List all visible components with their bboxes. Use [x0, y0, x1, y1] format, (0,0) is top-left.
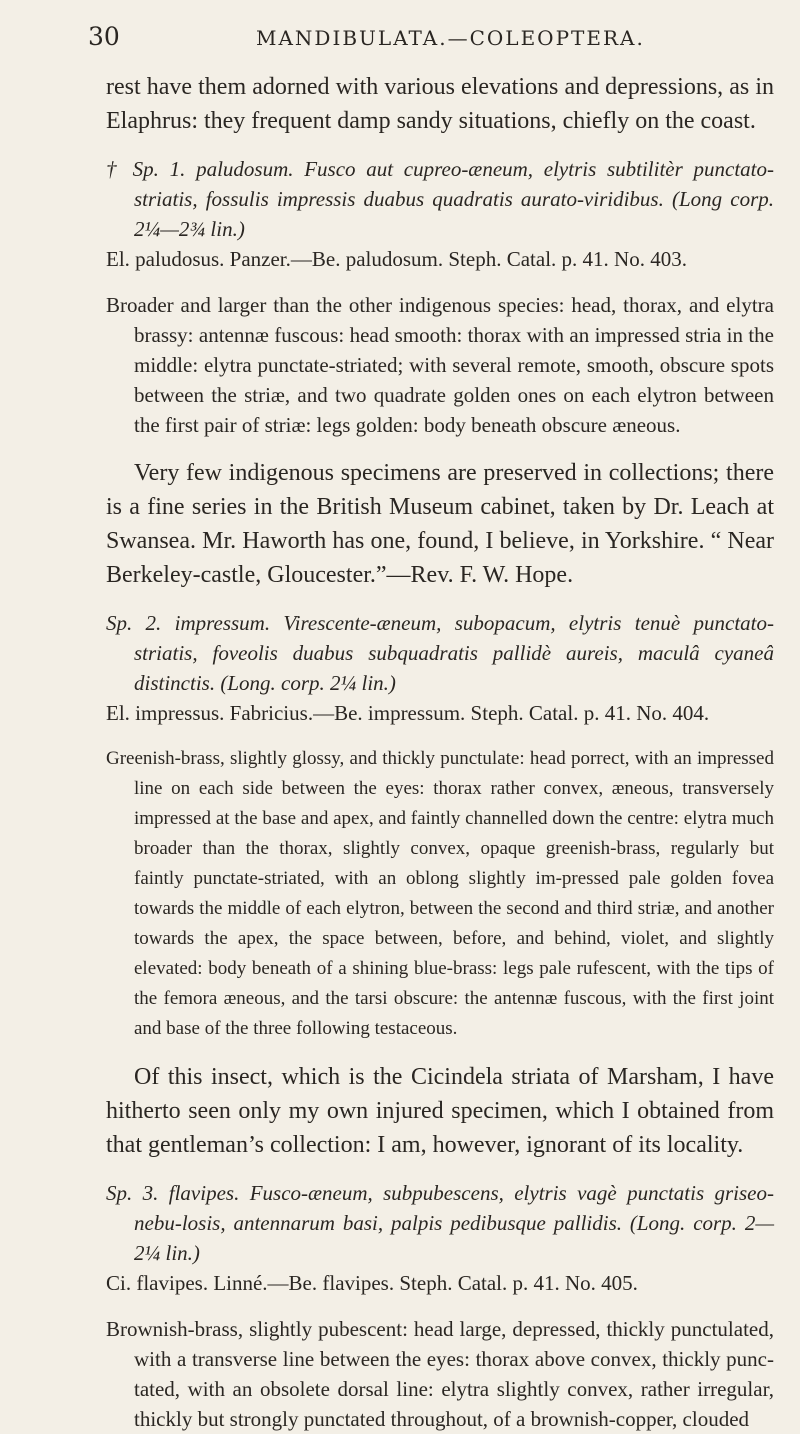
page-header [88, 22, 768, 52]
page-body [106, 70, 774, 1434]
species-1-synonymy: El. paludosus. Panzer.—Be. paludosum. Steph. Catal. p. 41. No. 403. [106, 247, 687, 271]
running-title: MANDIBULATA.—COLEOPTERA. [256, 26, 645, 50]
species-3-synonymy: Ci. flavipes. Linné.—Be. flavipes. Steph. Catal. p. 41. No. 405. [106, 1271, 638, 1295]
species-3-description: Brownish-brass, slightly pubescent: head large, depressed, thickly punctulated, with a transverse line between the eyes: thorax above convex, thickly punc-tated, with an obsolete dorsal line: elytra slightly convex, rather irregular, thickly but strongly punctated throughout, of a brownish-copper, clouded [106, 1317, 774, 1431]
species-1-heading: † Sp. 1. paludosum. Fusco aut cupreo-æneum, elytris subtilitèr punctato-striatis, fossulis impressis duabus quadratis aurato-viridibus. (Long corp. 2¼—2¾ lin.) [106, 157, 774, 241]
species-1-note: Very few indigenous specimens are preserved in collections; there is a fine series in the British Museum cabinet, taken by Dr. Leach at Swansea. Mr. Haworth has one, found, I believe, in Yorkshire. “ Near Berkeley-castle, Gloucester.”—Rev. F. W. Hope. [106, 460, 774, 588]
page-number: 30 [88, 22, 120, 51]
species-2-description: Greenish-brass, slightly glossy, and thickly punctulate: head porrect, with an impressed line on each side between the eyes: thorax rather convex, æneous, transversely impressed at the base and apex, and faintly channelled down the centre: elytra much broader than the thorax, slightly convex, opaque greenish-brass, regularly but faintly punctate-striated, with an oblong slightly im-pressed pale golden fovea towards the middle of each elytron, between the second and third striæ, and another towards the apex, the space between, before, and behind, violet, and slightly elevated: body beneath of a shining blue-brass: legs pale rufescent, with the tips of the femora æneous, and the tarsi obscure: the antennæ fuscous, with the first joint and base of the three following testaceous. [106, 748, 774, 1039]
species-2-note: Of this insect, which is the Cicindela striata of Marsham, I have hitherto seen only my own injured specimen, which I obtained from that gentleman’s collection: I am, however, ignorant of its locality. [106, 1064, 774, 1158]
species-3-heading: Sp. 3. flavipes. Fusco-æneum, subpubescens, elytris vagè punctatis griseo-nebu-losis, antennarum basi, palpis pedibusque pallidis. (Long. corp. 2—2¼ lin.) [106, 1181, 774, 1265]
species-2-heading: Sp. 2. impressum. Virescente-æneum, subopacum, elytris tenuè punctato-striatis, foveolis duabus subquadratis pallidè aureis, maculâ cyaneâ distinctis. (Long. corp. 2¼ lin.) [106, 611, 774, 695]
species-1-description: Broader and larger than the other indigenous species: head, thorax, and elytra brassy: antennæ fuscous: head smooth: thorax with an impressed stria in the middle: elytra punctate-striated; with several remote, smooth, obscure spots between the striæ, and two quadrate golden ones on each elytron between the first pair of striæ: legs golden: body beneath obscure æneous. [106, 293, 774, 437]
species-2-synonymy: El. impressus. Fabricius.—Be. impressum. Steph. Catal. p. 41. No. 404. [106, 701, 710, 725]
intro-paragraph: rest have them adorned with various elevations and depressions, as in Elaphrus: they frequent damp sandy situations, chiefly on the coast. [106, 74, 774, 134]
